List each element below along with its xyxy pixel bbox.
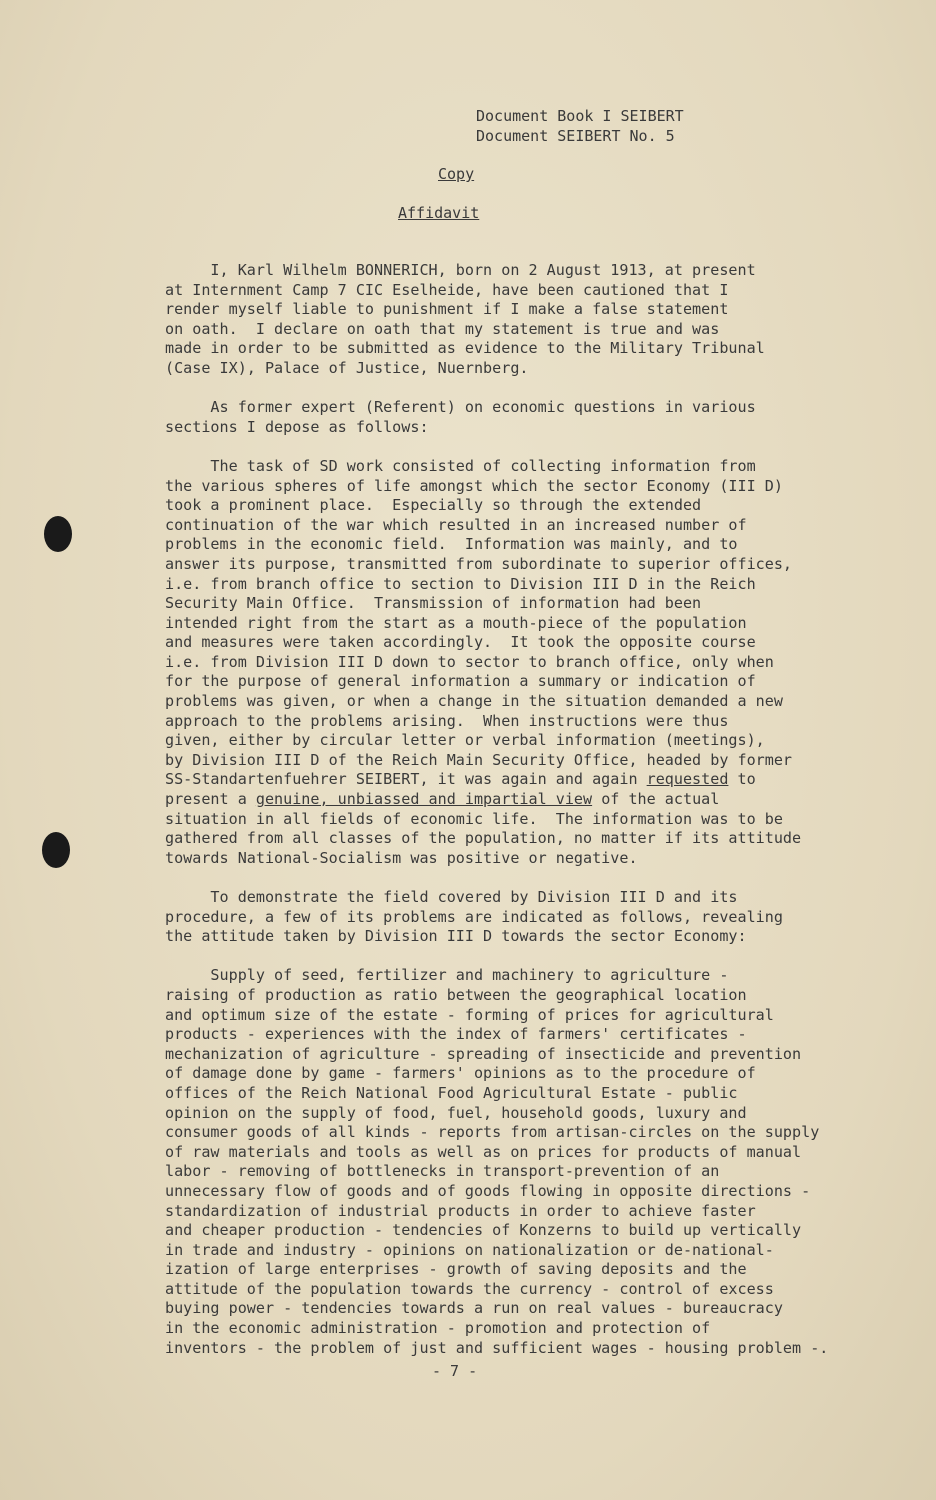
- text-segment: to: [728, 770, 756, 789]
- text-line: sections I depose as follows:: [165, 417, 429, 436]
- text-line: for the purpose of general information a summary or indication of: [165, 672, 756, 691]
- text-segment: of the actual: [592, 790, 720, 809]
- underlined-requested: requested: [646, 770, 729, 789]
- text-line: of raw materials and tools as well as on prices for products of manual: [165, 1142, 802, 1161]
- document-header: [476, 106, 684, 146]
- punch-hole-lower: [42, 832, 70, 868]
- copy-label: Copy: [438, 165, 475, 183]
- page-title: Affidavit: [398, 204, 480, 222]
- affidavit-body: [165, 261, 875, 1378]
- text-segment: SS-Standartenfuehrer SEIBERT, it was again and again: [165, 770, 647, 789]
- text-line: inventors - the problem of just and sufficient wages - housing problem -.: [165, 1338, 829, 1357]
- text-line: problems was given, or when a change in the situation demanded a new: [165, 692, 783, 711]
- text-line: labor - removing of bottlenecks in transport-prevention of an: [165, 1162, 720, 1181]
- text-line: by Division III D of the Reich Main Security Office, headed by former: [165, 750, 793, 769]
- text-line: continuation of the war which resulted in an increased number of: [165, 515, 747, 534]
- text-line: given, either by circular letter or verbal information (meetings),: [165, 731, 765, 750]
- text-line: ization of large enterprises - growth of saving deposits and the: [165, 1260, 747, 1279]
- paragraph-problems-list: [165, 966, 875, 1358]
- text-line: I, Karl Wilhelm BONNERICH, born on 2 August 1913, at present: [165, 261, 756, 279]
- text-line: i.e. from Division III D down to sector to branch office, only when: [165, 652, 774, 671]
- text-line: The task of SD work consisted of collecting information from: [165, 456, 756, 475]
- text-line: towards National-Socialism was positive or negative.: [165, 848, 638, 867]
- text-line: offices of the Reich National Food Agricultural Estate - public: [165, 1083, 738, 1102]
- text-line: products - experiences with the index of farmers' certificates -: [165, 1025, 747, 1044]
- text-line: [165, 790, 875, 810]
- text-line: render myself liable to punishment if I make a false statement: [165, 300, 729, 319]
- text-line: made in order to be submitted as evidence to the Military Tribunal: [165, 339, 765, 358]
- text-line: Security Main Office. Transmission of information had been: [165, 594, 702, 613]
- text-line: and optimum size of the estate - forming of prices for agricultural: [165, 1005, 774, 1024]
- text-line: raising of production as ratio between the geographical location: [165, 985, 747, 1004]
- punch-hole-upper: [44, 516, 72, 552]
- text-line: in the economic administration - promotion and protection of: [165, 1319, 711, 1338]
- text-line: intended right from the start as a mouth-piece of the population: [165, 613, 747, 632]
- text-line: situation in all fields of economic life. The information was to be: [165, 809, 783, 828]
- text-line: opinion on the supply of food, fuel, household goods, luxury and: [165, 1103, 747, 1122]
- text-line: approach to the problems arising. When instructions were thus: [165, 711, 729, 730]
- paragraph-oath: [165, 261, 875, 379]
- text-line: Supply of seed, fertilizer and machinery to agriculture -: [165, 966, 729, 985]
- text-line: at Internment Camp 7 CIC Eselheide, have been cautioned that I: [165, 280, 729, 299]
- text-line: consumer goods of all kinds - reports from artisan-circles on the supply: [165, 1123, 820, 1142]
- text-line: mechanization of agriculture - spreading of insecticide and prevention: [165, 1044, 802, 1063]
- text-line: and cheaper production - tendencies of Konzerns to build up vertically: [165, 1221, 802, 1240]
- text-line: in trade and industry - opinions on nationalization or de-national-: [165, 1240, 774, 1259]
- paragraph-intro: [165, 398, 875, 437]
- text-line: and measures were taken accordingly. It took the opposite course: [165, 633, 756, 652]
- text-line: buying power - tendencies towards a run on real values - bureaucracy: [165, 1299, 783, 1318]
- text-line: problems in the economic field. Information was mainly, and to: [165, 535, 738, 554]
- text-line: As former expert (Referent) on economic questions in various: [165, 398, 756, 417]
- header-line-1: Document Book I SEIBERT: [476, 107, 684, 125]
- text-segment: present a: [165, 790, 256, 809]
- text-line: i.e. from branch office to section to Division III D in the Reich: [165, 574, 756, 593]
- paragraph-sd-task: [165, 457, 875, 868]
- text-line: unnecessary flow of goods and of goods flowing in opposite directions -: [165, 1181, 811, 1200]
- page-number: - 7 -: [432, 1362, 478, 1380]
- text-line: (Case IX), Palace of Justice, Nuernberg.: [165, 358, 529, 377]
- text-line: To demonstrate the field covered by Division III D and its: [165, 888, 738, 906]
- text-line: on oath. I declare on oath that my statement is true and was: [165, 319, 720, 338]
- text-line: took a prominent place. Especially so through the extended: [165, 496, 702, 515]
- text-line: [165, 770, 875, 790]
- text-line: of damage done by game - farmers' opinions as to the procedure of: [165, 1064, 756, 1083]
- text-line: procedure, a few of its problems are indicated as follows, revealing: [165, 907, 783, 926]
- text-line: the various spheres of life amongst which the sector Economy (III D): [165, 476, 783, 495]
- text-line: gathered from all classes of the population, no matter if its attitude: [165, 829, 802, 848]
- paragraph-demonstrate: [165, 888, 875, 947]
- text-line: standardization of industrial products in order to achieve faster: [165, 1201, 756, 1220]
- text-line: answer its purpose, transmitted from subordinate to superior offices,: [165, 554, 793, 573]
- underlined-genuine-view: genuine, unbiassed and impartial view: [255, 790, 593, 809]
- text-line: attitude of the population towards the currency - control of excess: [165, 1279, 774, 1298]
- header-line-2: Document SEIBERT No. 5: [476, 127, 675, 145]
- text-line: the attitude taken by Division III D towards the sector Economy:: [165, 927, 747, 946]
